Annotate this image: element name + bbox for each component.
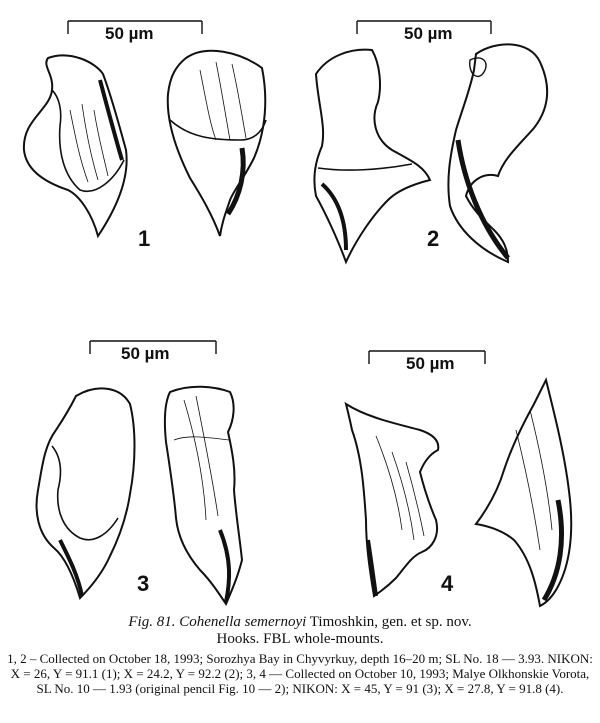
scale-label-1: 50 µm: [105, 24, 154, 43]
hook-3-left: [37, 388, 135, 598]
panel-number-4: 4: [441, 571, 454, 596]
panel-number-3: 3: [137, 571, 150, 596]
scale-label-2: 50 µm: [404, 24, 453, 43]
figure-caption: [0, 614, 600, 696]
hook-2-right: [448, 44, 547, 262]
species-authority: Timoshkin, gen. et sp. nov.: [309, 614, 472, 630]
figure-label: Fig. 81.: [128, 614, 176, 630]
panel-number-1: 1: [138, 226, 151, 251]
species-name: Cohenella semernoyi: [179, 614, 307, 630]
scale-label-4: 50 µm: [406, 354, 455, 373]
caption-title: [0, 614, 600, 631]
hook-1-right: [168, 51, 266, 236]
panel-number-2: 2: [427, 226, 440, 251]
hook-1-left: [24, 55, 127, 236]
hook-4-right: [476, 380, 571, 606]
caption-subtitle: Hooks. FBL whole-mounts.: [216, 631, 384, 647]
caption-body: 1, 2 – Collected on October 18, 1993; Sorozhya Bay in Chyvyrkuy, depth 16–20 m; SL No. 18 — 3.93. NIKON: X = 26, Y = 91.1 (1); X = 24.2, Y = 92.2 (2); 3, 4 — Collected on October 10, 1993; Malye Olkhonskie Vorota, SL No. 10 — 1.93 (original pencil Fig. 10 — 2); NIKON: X = 45, Y = 91 (3); X = 27.8, Y = 91.8 (4).: [7, 651, 593, 696]
hook-4-left: [346, 404, 438, 596]
scale-label-3: 50 µm: [121, 344, 170, 363]
hook-2-left: [314, 50, 430, 262]
hook-3-right: [165, 387, 242, 604]
